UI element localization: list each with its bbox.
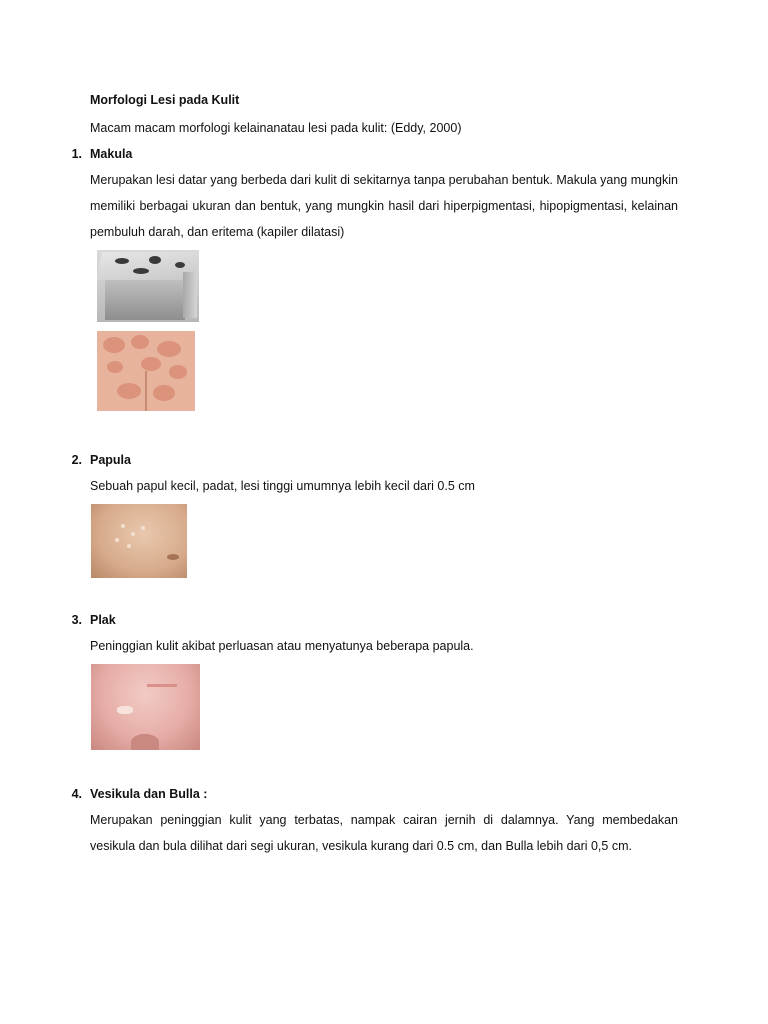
section-text: Sebuah papul kecil, padat, lesi tinggi umumnya lebih kecil dari 0.5 cm bbox=[90, 479, 475, 493]
section-text: Merupakan lesi datar yang berbeda dari kulit di sekitarnya tanpa perubahan bentuk. Makula yang mungkin memiliki berbagai ukuran dan bentuk, yang mungkin hasil dari hiperpigmentasi, hipopigmentasi, kelainan pembuluh darah, dan eritema (kapiler dilatasi) bbox=[90, 173, 678, 239]
section-number: 2. bbox=[71, 453, 82, 467]
section-number: 1. bbox=[71, 147, 82, 161]
section-number: 4. bbox=[71, 787, 82, 801]
macula-diagram-image bbox=[97, 250, 199, 322]
plak-photo-image bbox=[91, 664, 200, 750]
section-heading: Papula bbox=[90, 453, 131, 467]
section-heading: Vesikula dan Bulla : bbox=[90, 787, 208, 801]
section-heading: Makula bbox=[90, 147, 133, 161]
section-text: Merupakan peninggian kulit yang terbatas, nampak cairan jernih di dalamnya. Yang membedakan vesikula dan bula dilihat dari segi ukuran, vesikula kurang dari 0.5 cm, dan Bulla lebih dari 0,5 cm. bbox=[90, 813, 678, 853]
section-heading: Plak bbox=[90, 613, 116, 627]
section-number: 3. bbox=[71, 613, 82, 627]
document-title: Morfologi Lesi pada Kulit bbox=[90, 93, 240, 107]
section-text: Peninggian kulit akibat perluasan atau menyatunya beberapa papula. bbox=[90, 639, 474, 653]
macula-photo-image bbox=[97, 331, 195, 411]
papula-photo-image bbox=[91, 504, 187, 578]
intro-text: Macam macam morfologi kelainanatau lesi pada kulit: (Eddy, 2000) bbox=[90, 121, 462, 135]
